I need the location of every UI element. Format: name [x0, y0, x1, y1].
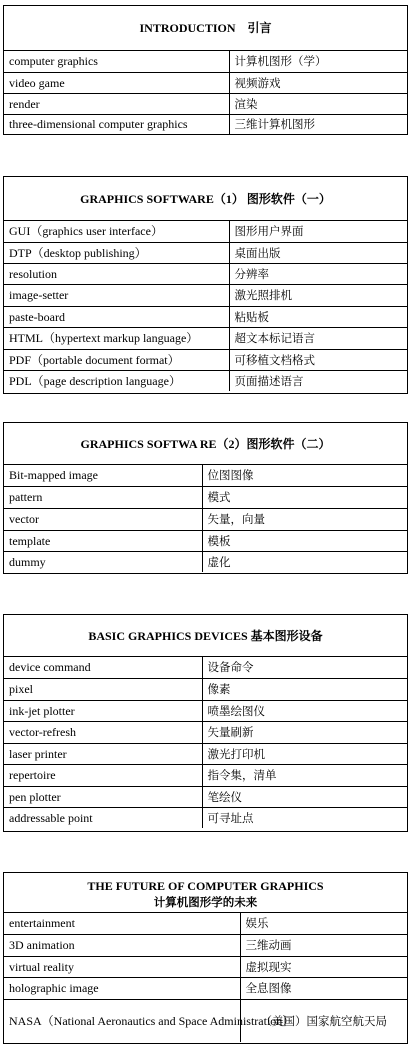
- meaning-cell: 全息图像: [240, 977, 407, 999]
- term-cell: paste-board: [4, 306, 229, 327]
- term-cell: pen plotter: [4, 786, 202, 807]
- meaning-cell: 位图图像: [207, 468, 254, 483]
- table-row: [4, 349, 407, 370]
- term-cell: repertoire: [4, 764, 202, 786]
- vocab-section-introduction: [3, 5, 408, 135]
- meaning-cell: 像素: [202, 678, 407, 700]
- meaning-cell: 激光照排机: [229, 284, 407, 306]
- term-cell: laser printer: [4, 743, 202, 764]
- meaning-cell: 模式: [202, 486, 407, 508]
- meaning-cell: 计算机图形（学）: [234, 54, 327, 69]
- meaning-cell: 喷墨绘图仪: [202, 700, 407, 721]
- vocab-section-basic-graphics-devices: [3, 614, 408, 832]
- table-row: [4, 284, 407, 306]
- meaning-cell: 超文本标记语言: [229, 327, 407, 349]
- vocab-section-graphics-software-1: [3, 176, 408, 394]
- term-cell: resolution: [4, 263, 229, 284]
- meaning-cell: 渲染: [229, 93, 407, 114]
- term-cell: vector: [4, 508, 202, 530]
- meaning-cell: 激光打印机: [202, 743, 407, 764]
- meaning-cell: 设备命令: [207, 660, 254, 675]
- term-cell: dummy: [4, 551, 202, 572]
- table-row: [4, 764, 407, 786]
- section-title: THE FUTURE OF COMPUTER GRAPHICS: [87, 878, 324, 893]
- meaning-cell: 矢量刷新: [202, 721, 407, 743]
- table-row: [4, 999, 407, 1042]
- term-cell: PDF（portable document format）: [4, 349, 229, 370]
- term-cell: addressable point: [4, 807, 202, 828]
- table-row: [4, 508, 407, 530]
- meaning-cell: 三维动画: [240, 934, 407, 956]
- table-row: [4, 242, 407, 263]
- term-cell: template: [4, 530, 202, 551]
- meaning-cell: 虚拟现实: [240, 956, 407, 977]
- table-row: [4, 370, 407, 391]
- vocab-section-graphics-software-2: [3, 422, 408, 574]
- vocab-table: [4, 221, 407, 391]
- term-cell: holographic image: [4, 977, 240, 999]
- meaning-cell: （美国）国家航空航天局: [240, 999, 407, 1042]
- term-cell: Bit-mapped image: [4, 465, 202, 486]
- term-cell: HTML（hypertext markup language）: [4, 327, 229, 349]
- meaning-cell: 可移植文档格式: [229, 349, 407, 370]
- term-cell: GUI（graphics user interface）: [4, 221, 229, 242]
- term-cell: entertainment: [4, 913, 240, 934]
- table-row: [4, 221, 407, 242]
- meaning-cell: 分辨率: [229, 263, 407, 284]
- table-row: [4, 678, 407, 700]
- section-title: GRAPHICS SOFTWARE（1） 图形软件（一）: [4, 177, 407, 221]
- table-row: [4, 934, 407, 956]
- table-row: [4, 700, 407, 721]
- term-cell: NASA（National Aeronautics and Space Administration）: [4, 999, 240, 1042]
- meaning-cell: 矢量，向量: [202, 508, 407, 530]
- term-cell: pattern: [4, 486, 202, 508]
- term-cell: ink-jet plotter: [4, 700, 202, 721]
- table-row: [4, 72, 407, 93]
- meaning-cell: 娱乐: [245, 916, 269, 931]
- term-cell: render: [4, 93, 229, 114]
- meaning-cell: 图形用户界面: [234, 224, 304, 239]
- meaning-cell: 三维计算机图形: [229, 114, 407, 134]
- term-cell: DTP（desktop publishing）: [4, 242, 229, 263]
- table-row: [4, 51, 407, 72]
- table-row: [4, 913, 407, 934]
- meaning-cell: 指令集，清单: [202, 764, 407, 786]
- term-cell: pixel: [4, 678, 202, 700]
- meaning-cell: 笔绘仪: [202, 786, 407, 807]
- meaning-cell: 可寻址点: [202, 807, 407, 828]
- meaning-cell: 模板: [202, 530, 407, 551]
- term-cell: three-dimensional computer graphics: [4, 114, 229, 134]
- section-title: BASIC GRAPHICS DEVICES 基本图形设备: [4, 615, 407, 657]
- term-cell: image-setter: [4, 284, 229, 306]
- meaning-cell: 页面描述语言: [229, 370, 407, 391]
- table-row: [4, 657, 407, 678]
- term-cell: virtual reality: [4, 956, 240, 977]
- meaning-cell: 虚化: [202, 551, 407, 572]
- meaning-cell: 视频游戏: [229, 72, 407, 93]
- table-row: [4, 486, 407, 508]
- meaning-cell: 粘贴板: [229, 306, 407, 327]
- table-row: [4, 465, 407, 486]
- vocab-table: [4, 657, 407, 828]
- vocab-section-future-of-computer-graphics: [3, 872, 408, 1044]
- table-row: [4, 306, 407, 327]
- table-row: [4, 721, 407, 743]
- term-cell: computer graphics: [4, 51, 229, 72]
- section-title: INTRODUCTION 引言: [4, 6, 407, 51]
- term-cell: video game: [4, 72, 229, 93]
- section-title: GRAPHICS SOFTWA RE（2）图形软件（二）: [4, 423, 407, 465]
- table-row: [4, 956, 407, 977]
- term-cell: PDL（page description language）: [4, 370, 229, 391]
- table-row: [4, 93, 407, 114]
- term-cell: 3D animation: [4, 934, 240, 956]
- meaning-cell: 桌面出版: [229, 242, 407, 263]
- section-subtitle: 计算机图形学的未来: [153, 894, 258, 909]
- section-title-block: [4, 873, 407, 913]
- table-row: [4, 530, 407, 551]
- table-row: [4, 807, 407, 828]
- vocab-table: [4, 465, 407, 572]
- table-row: [4, 786, 407, 807]
- table-row: [4, 263, 407, 284]
- table-row: [4, 551, 407, 572]
- term-cell: vector-refresh: [4, 721, 202, 743]
- table-row: [4, 327, 407, 349]
- vocab-table: [4, 51, 407, 134]
- term-cell: device command: [4, 657, 202, 678]
- vocab-table: [4, 913, 407, 1042]
- table-row: [4, 743, 407, 764]
- table-row: [4, 114, 407, 134]
- table-row: [4, 977, 407, 999]
